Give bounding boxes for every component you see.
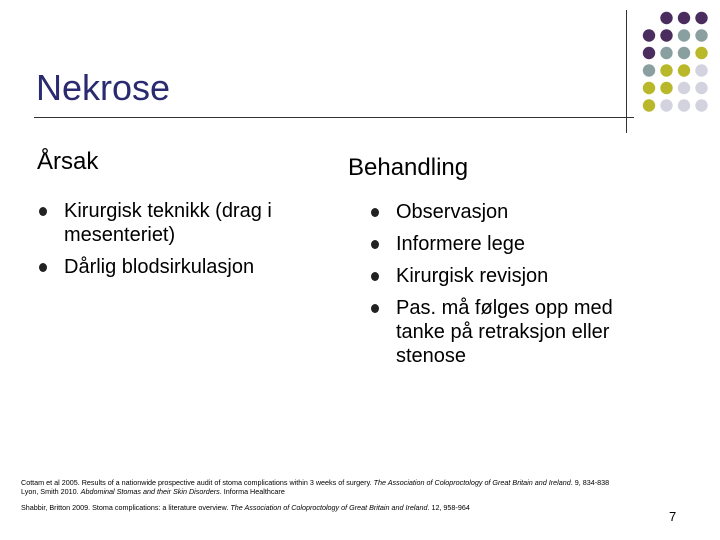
reference-journal: Abdominal Stomas and their Skin Disorders [80,487,220,497]
list-item-text: Kirurgisk revisjon [396,265,549,287]
bullet-icon [371,240,379,249]
bullet-icon [371,304,379,313]
decorative-dot [660,99,672,111]
decorative-dot [643,82,655,94]
decorative-dot [695,99,707,111]
reference-text: Shabbir, Britton 2009. Stoma complications: a literature overview. [21,502,231,512]
reference-journal: The Association of Coloproctology of Great Britain and Ireland [230,502,428,512]
vertical-divider [626,10,627,133]
list-item-text: Dårlig blodsirkulasjon [64,256,255,278]
reference-entry [21,503,641,512]
decorative-dot [678,82,690,94]
list-item [36,199,306,247]
treatment-list [368,200,658,376]
decorative-dot [660,29,672,41]
bullet-icon [39,263,47,272]
list-item [368,296,658,368]
decorative-dot [660,64,672,76]
title-underline [34,117,634,118]
list-item [368,200,658,224]
bullet-icon [39,207,47,216]
reference-text: . 9, 834-838 [570,478,610,487]
reference-entry [21,487,641,496]
list-item-text: Pas. må følges opp med tanke på retraksjon eller stenose [396,297,613,367]
treatment-heading: Behandling [348,154,469,181]
decorative-dot-grid [640,10,716,120]
decorative-dot [695,82,707,94]
decorative-dot [643,47,655,59]
decorative-dot [660,82,672,94]
decorative-dot [643,99,655,111]
list-item-text: Observasjon [396,201,509,223]
list-item [36,255,306,279]
cause-heading: Årsak [37,148,99,175]
reference-text: Lyon, Smith 2010. [21,487,81,497]
decorative-dot [695,47,707,59]
decorative-dot [678,99,690,111]
decorative-dot [678,47,690,59]
slide-title: Nekrose [36,67,171,108]
reference-entry [21,478,641,487]
decorative-dot [695,64,707,76]
list-item-text: Informere lege [396,233,525,255]
decorative-dot [678,12,690,24]
reference-text: . Informa Healthcare [219,487,285,497]
bullet-icon [371,272,379,281]
decorative-dot [695,12,707,24]
list-item [368,232,658,256]
reference-text: . 12, 958-964 [427,502,470,512]
reference-text: Cottam et al 2005. Results of a nationwide prospective audit of stoma complications within 3 weeks of surgery. [21,478,374,487]
decorative-dot [660,47,672,59]
decorative-dot [678,29,690,41]
bullet-icon [371,208,379,217]
decorative-dot [660,12,672,24]
references [21,478,641,512]
decorative-dot [643,29,655,41]
list-item-text: Kirurgisk teknikk (drag i mesenteriet) [64,200,272,246]
page-number: 7 [669,509,677,524]
decorative-dot [695,29,707,41]
reference-journal: The Association of Coloproctology of Great Britain and Ireland [373,478,571,487]
decorative-dot [643,64,655,76]
cause-list [36,199,306,287]
list-item [368,264,658,288]
decorative-dot [678,64,690,76]
